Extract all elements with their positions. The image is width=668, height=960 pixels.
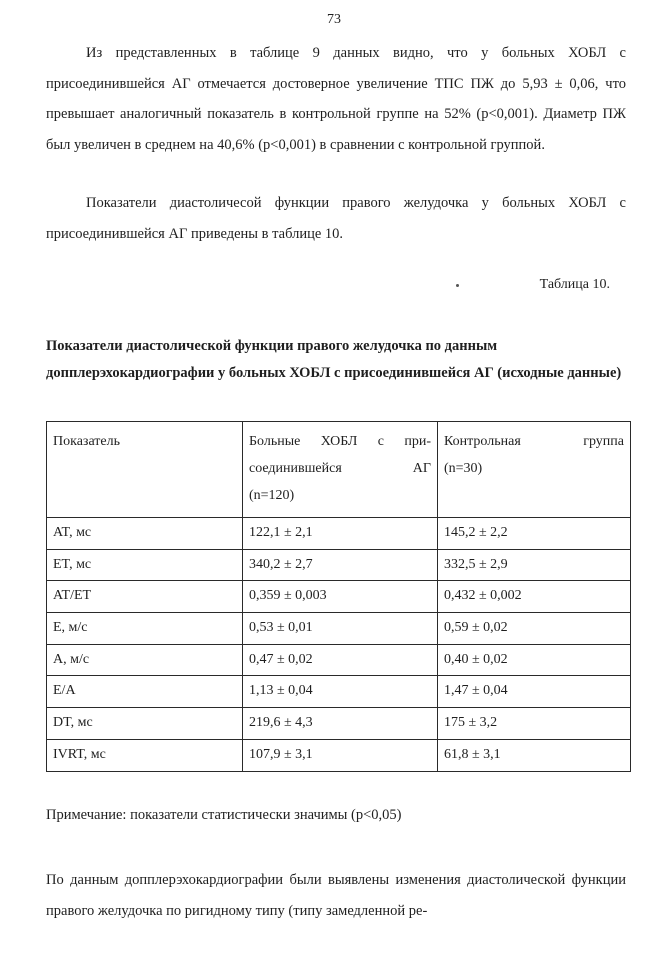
page-number: 73 (327, 12, 341, 27)
cell-indicator: ET, мс (47, 549, 243, 581)
cell-control: 0,59 ± 0,02 (438, 613, 631, 645)
cell-indicator: A, м/с (47, 644, 243, 676)
header-patients (243, 422, 438, 518)
table-row (47, 613, 631, 645)
table-row (47, 549, 631, 581)
paragraph-1: Из представленных в таблице 9 данных видно, что у больных ХОБЛ с присоединившейся АГ отмечается достоверное увеличение ТПС ПЖ до 5,93 ± 0,06, что превышает аналогичный показатель в контрольной группе на 52% (p<0,001). Диаметр ПЖ был увеличен в среднем на 40,6% (p<0,001) в сравнении с контрольной группой. (46, 45, 626, 153)
paragraph-2: Показатели диастоличесой функции правого желудочка у больных ХОБЛ с присоединившейся АГ приведены в таблице 10. (46, 195, 626, 242)
table-header-row (47, 422, 631, 518)
header-control-line1: Контрольная группа (444, 434, 624, 449)
cell-control: 0,40 ± 0,02 (438, 644, 631, 676)
cell-control: 61,8 ± 3,1 (438, 739, 631, 771)
cell-control: 332,5 ± 2,9 (438, 549, 631, 581)
cell-control: 175 ± 3,2 (438, 708, 631, 740)
cell-indicator: AT/ET (47, 581, 243, 613)
table-row (47, 676, 631, 708)
cell-control: 145,2 ± 2,2 (438, 518, 631, 550)
table-row (47, 708, 631, 740)
cell-patients: 0,53 ± 0,01 (243, 613, 438, 645)
cell-indicator: DT, мс (47, 708, 243, 740)
table-row (47, 581, 631, 613)
data-table (46, 421, 631, 772)
table-row (47, 518, 631, 550)
header-patients-line3: (n=120) (249, 488, 295, 503)
cell-control: 0,432 ± 0,002 (438, 581, 631, 613)
header-indicator-text: Показатель (53, 434, 120, 449)
cell-patients: 340,2 ± 2,7 (243, 549, 438, 581)
header-control-line2: (n=30) (444, 461, 483, 476)
table-row (47, 739, 631, 771)
cell-patients: 0,359 ± 0,003 (243, 581, 438, 613)
cell-indicator: E, м/с (47, 613, 243, 645)
cell-patients: 1,13 ± 0,04 (243, 676, 438, 708)
scan-dot (456, 284, 459, 287)
cell-patients: 219,6 ± 4,3 (243, 708, 438, 740)
header-indicator (47, 422, 243, 518)
table-row (47, 644, 631, 676)
header-patients-line2: соединившейся АГ (249, 461, 431, 476)
cell-indicator: IVRT, мс (47, 739, 243, 771)
cell-patients: 122,1 ± 2,1 (243, 518, 438, 550)
header-control (438, 422, 631, 518)
paragraph-3: По данным допплерэхокардиографии были выявлены изменения диастолической функции правого желудочка по ригидному типу (типу замедленной ре- (46, 872, 626, 919)
cell-control: 1,47 ± 0,04 (438, 676, 631, 708)
header-patients-line1: Больные ХОБЛ с при- (249, 434, 431, 449)
cell-indicator: AT, мс (47, 518, 243, 550)
cell-patients: 107,9 ± 3,1 (243, 739, 438, 771)
table-title: Показатели диастолической функции правого желудочка по данным допплерэхокардиографии у больных ХОБЛ с присоединившейся АГ (исходные данные) (46, 338, 622, 381)
cell-patients: 0,47 ± 0,02 (243, 644, 438, 676)
table-note: Примечание: показатели статистически значимы (p<0,05) (46, 807, 402, 823)
cell-indicator: E/A (47, 676, 243, 708)
table-label: Таблица 10. (539, 277, 610, 292)
